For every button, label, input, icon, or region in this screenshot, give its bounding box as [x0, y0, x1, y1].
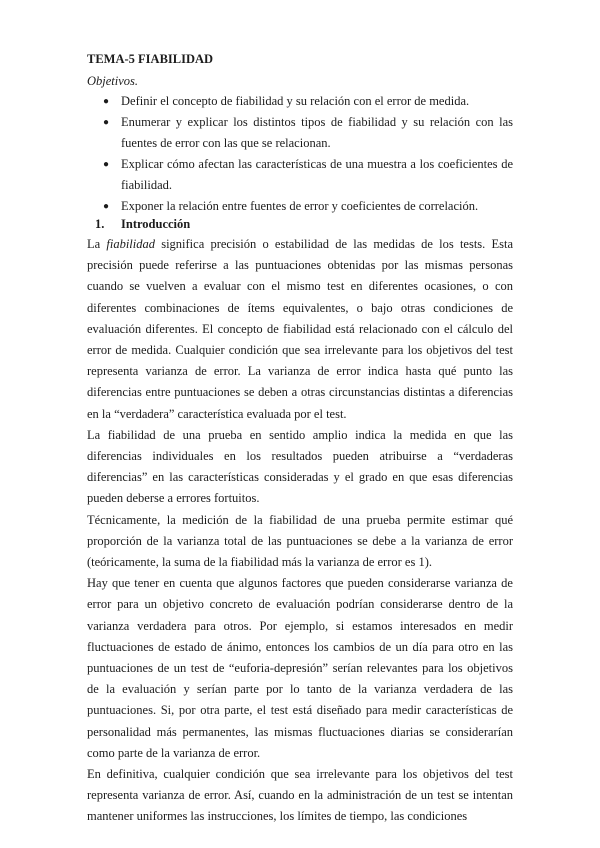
section-number: 1. — [95, 217, 105, 231]
objective-text: Enumerar y explicar los distintos tipos de fiabilidad y su relación con las fuentes de error con las que se relacionan. — [121, 115, 513, 150]
objective-text: Explicar cómo afectan las características de una muestra a los coeficientes de fiabilidad. — [121, 157, 513, 192]
objective-item — [87, 112, 513, 154]
intro-term: fiabilidad — [106, 237, 156, 251]
objectives-label: Objetivos. — [87, 74, 139, 88]
document-title: TEMA-5 FIABILIDAD — [87, 52, 214, 66]
bullet-icon: ● — [103, 201, 110, 212]
intro-paragraph — [87, 234, 513, 425]
bullet-icon: ● — [103, 96, 110, 107]
paragraph: En definitiva, cualquier condición que sea irrelevante para los objetivos del test representa varianza de error. Así, cuando en la administración de un test se intentan mantener uniformes las instrucciones, los límites de tiempo, las condiciones — [87, 767, 513, 824]
objectives-list — [87, 91, 513, 217]
section-title: Introducción — [121, 217, 191, 231]
objective-item — [87, 154, 513, 196]
paragraph: Técnicamente, la medición de la fiabilidad de una prueba permite estimar qué proporción de la varianza total de las puntuaciones se debe a la varianza de error (teóricamente, la suma de la fiabilidad más la varianza de error es 1). — [87, 512, 513, 570]
intro-rest: significa precisión o estabilidad de las medidas de los tests. Esta precisión puede referirse a las puntuaciones obtenidas por las mismas personas cuando se vuelven a evaluar con el mismo test en diferentes ocasiones, o con diferentes combinaciones de ítems equivalentes, o bajo otras condiciones de evaluación diferentes. El concepto de fiabilidad está relacionado con el cálculo del error de medida. Cualquier condición que sea irrelevante para los objetivos del test representa varianza de error. La varianza de error indica hasta qué punto las diferencias entre puntuaciones se deben a otras circunstancias distintas a diferencias en la “verdadera” característica evaluada por el test. — [87, 237, 514, 421]
objective-text: Definir el concepto de fiabilidad y su relación con el error de medida. — [121, 94, 470, 108]
body-text — [87, 234, 513, 828]
bullet-icon: ● — [103, 117, 110, 128]
bullet-icon: ● — [103, 159, 110, 170]
paragraph: Hay que tener en cuenta que algunos factores que pueden considerarse varianza de error para un objetivo concreto de evaluación podrían considerarse dentro de la varianza verdadera para otros. Por ejemplo, si estamos interesados en medir fluctuaciones de estado de ánimo, entonces los cambios de un día para otro en las puntuaciones de un test de “euforia-depresión” serían relevantes para los objetivos de la evaluación y serían parte por lo tanto de la varianza verdadera de las puntuaciones. Si, por otra parte, el test está diseñado para medir características de personalidad más permanentes, las mismas fluctuaciones diarias se considerarían como parte de la varianza de error. — [87, 576, 513, 760]
objective-item — [87, 91, 513, 112]
objective-text: Exponer la relación entre fuentes de error y coeficientes de correlación. — [121, 199, 479, 213]
intro-lead: La — [87, 237, 107, 251]
paragraph: La fiabilidad de una prueba en sentido amplio indica la medida en que las diferencias individuales en los resultados pueden atribuirse a “verdaderas diferencias” en las características consideradas y el grado en que esas diferencias pueden deberse a errores fortuitos. — [87, 427, 513, 506]
objective-item — [87, 196, 513, 217]
section-heading — [95, 216, 190, 232]
